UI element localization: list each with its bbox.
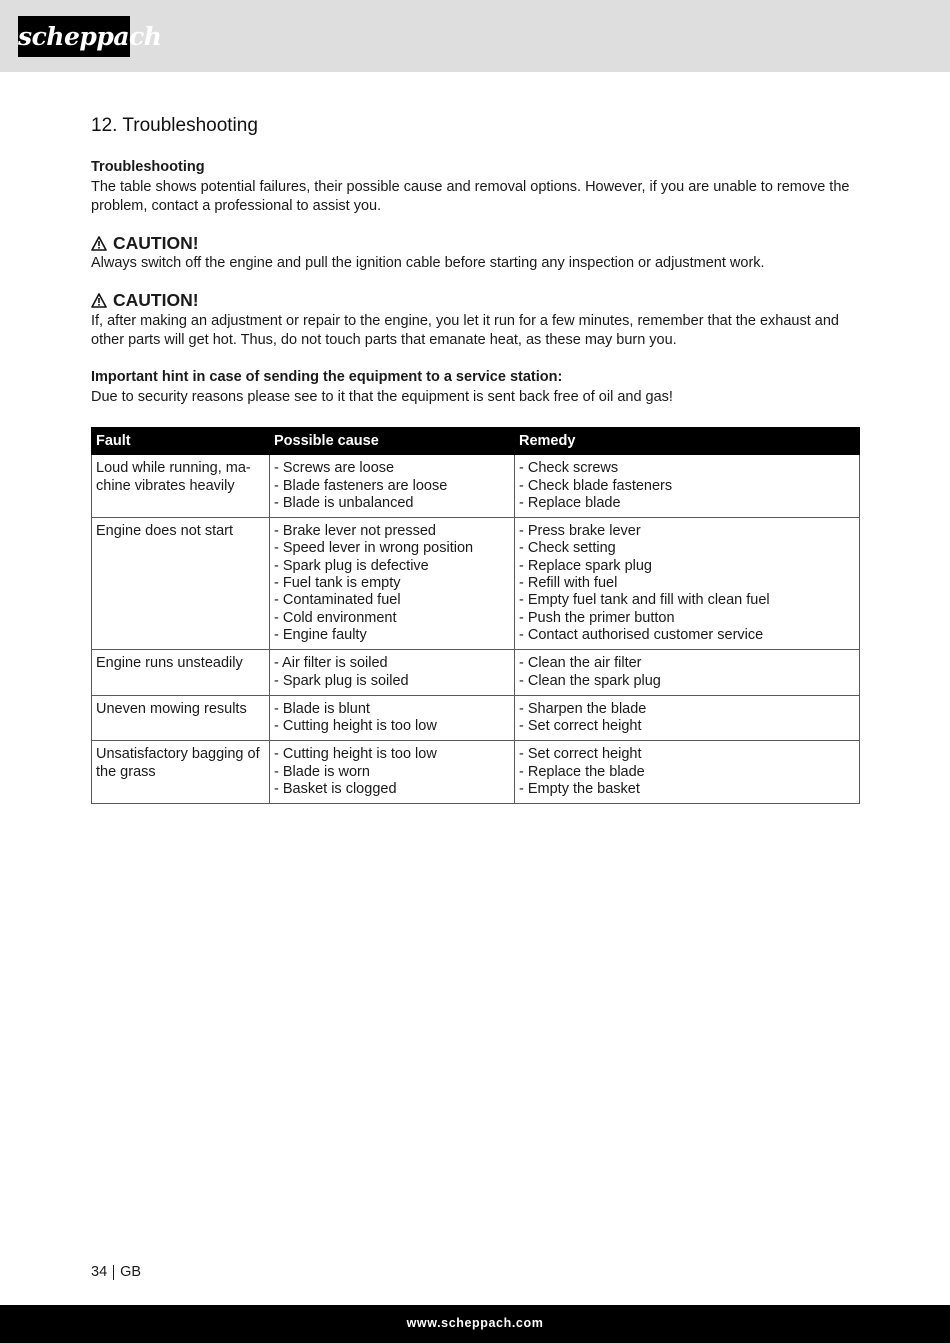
cell-line: - Sharpen the blade — [519, 700, 647, 717]
page-indicator — [91, 1264, 141, 1280]
fault-cell — [92, 650, 270, 696]
caution-heading-1 — [91, 233, 199, 254]
warning-triangle-icon — [91, 236, 107, 251]
cell-line: - Set correct height — [519, 746, 642, 763]
service-hint-text: Due to security reasons please see to it that the equipment is sent back free of oil and gas! — [91, 389, 673, 405]
header-band — [0, 0, 950, 72]
cell-line: - Engine faulty — [274, 626, 367, 643]
column-header-cause: Possible cause — [270, 428, 515, 455]
remedy-cell — [515, 695, 860, 741]
fault-cell — [92, 518, 270, 650]
column-header-fault: Fault — [92, 428, 270, 455]
section-title: 12. Troubleshooting — [91, 115, 258, 136]
caution-text-1: Always switch off the engine and pull the ignition cable before starting any inspection or adjustment work. — [91, 255, 765, 271]
cell-line: - Replace spark plug — [519, 557, 652, 574]
cell-line: Uneven mowing results — [96, 700, 247, 717]
cause-cell — [270, 695, 515, 741]
remedy-cell — [515, 741, 860, 804]
cell-line: - Blade fasteners are loose — [274, 477, 448, 494]
cell-line: chine vibrates heavily — [96, 477, 235, 494]
table-row — [92, 695, 860, 741]
cell-line: the grass — [96, 763, 156, 780]
cell-line: - Replace blade — [519, 494, 621, 511]
cell-line: - Blade is unbalanced — [274, 494, 414, 511]
caution-label: CAUTION! — [113, 233, 199, 253]
fault-cell — [92, 741, 270, 804]
cell-line: - Check setting — [519, 540, 616, 557]
cause-cell — [270, 741, 515, 804]
brand-logo: scheppach — [18, 16, 130, 57]
fault-cell — [92, 455, 270, 518]
table-row — [92, 455, 860, 518]
caution-text-2: If, after making an adjustment or repair to the engine, you let it run for a few minutes, remember that the exhaust and other parts will get hot. Thus, do not touch parts that emanate heat, as these may burn you. — [91, 313, 839, 348]
cell-line: - Contaminated fuel — [274, 592, 401, 609]
cell-line: - Air filter is soiled — [274, 655, 388, 672]
caution-label: CAUTION! — [113, 290, 199, 310]
service-hint-heading: Important hint in case of sending the equipment to a service station: — [91, 369, 563, 385]
troubleshooting-table — [91, 427, 860, 804]
cell-line: - Empty fuel tank and fill with clean fuel — [519, 592, 770, 609]
cell-line: Loud while running, ma- — [96, 460, 251, 477]
column-header-remedy: Remedy — [515, 428, 860, 455]
cell-line: - Cutting height is too low — [274, 718, 437, 735]
cell-line: - Replace the blade — [519, 763, 645, 780]
language-code: GB — [120, 1264, 142, 1280]
cell-line: - Spark plug is defective — [274, 557, 429, 574]
remedy-cell — [515, 650, 860, 696]
cell-line: - Fuel tank is empty — [274, 575, 401, 592]
cell-line: - Empty the basket — [519, 781, 640, 798]
cell-line: - Press brake lever — [519, 523, 641, 540]
cell-line: - Screws are loose — [274, 460, 395, 477]
caution-heading-2 — [91, 290, 199, 311]
table-row — [92, 650, 860, 696]
cell-line: - Blade is blunt — [274, 700, 370, 717]
troubleshooting-subheading: Troubleshooting — [91, 159, 205, 175]
cell-line: - Clean the spark plug — [519, 672, 661, 689]
page-separator — [113, 1265, 114, 1280]
cause-cell — [270, 455, 515, 518]
cell-line: - Spark plug is soiled — [274, 672, 409, 689]
table-row — [92, 741, 860, 804]
cell-line: - Brake lever not pressed — [274, 523, 436, 540]
warning-triangle-icon — [91, 293, 107, 308]
cell-line: - Contact authorised customer service — [519, 626, 764, 643]
cell-line: - Speed lever in wrong position — [274, 540, 474, 557]
cell-line: - Check blade fasteners — [519, 477, 673, 494]
cell-line: - Refill with fuel — [519, 575, 618, 592]
cell-line: Unsatisfactory bagging of — [96, 746, 260, 763]
cell-line: - Set correct height — [519, 718, 642, 735]
cause-cell — [270, 650, 515, 696]
cell-line: - Basket is clogged — [274, 781, 397, 798]
cell-line: - Push the primer button — [519, 609, 675, 626]
cell-line: Engine runs unsteadily — [96, 655, 243, 672]
remedy-cell — [515, 518, 860, 650]
fault-cell — [92, 695, 270, 741]
intro-paragraph: The table shows potential failures, their possible cause and removal options. However, if you are unable to remove the problem, contact a professional to assist you. — [91, 179, 850, 214]
cell-line: - Check screws — [519, 460, 619, 477]
footer-band — [0, 1305, 950, 1343]
table-header-row — [92, 428, 860, 455]
cell-line: - Clean the air filter — [519, 655, 642, 672]
cell-line: - Cold environment — [274, 609, 397, 626]
cause-cell — [270, 518, 515, 650]
table-row — [92, 518, 860, 650]
cell-line: Engine does not start — [96, 523, 234, 540]
cell-line: - Blade is worn — [274, 763, 370, 780]
page-number: 34 — [91, 1264, 108, 1280]
table-body — [92, 455, 860, 804]
cell-line: - Cutting height is too low — [274, 746, 437, 763]
website-link[interactable]: www.scheppach.com — [406, 1316, 544, 1330]
remedy-cell — [515, 455, 860, 518]
